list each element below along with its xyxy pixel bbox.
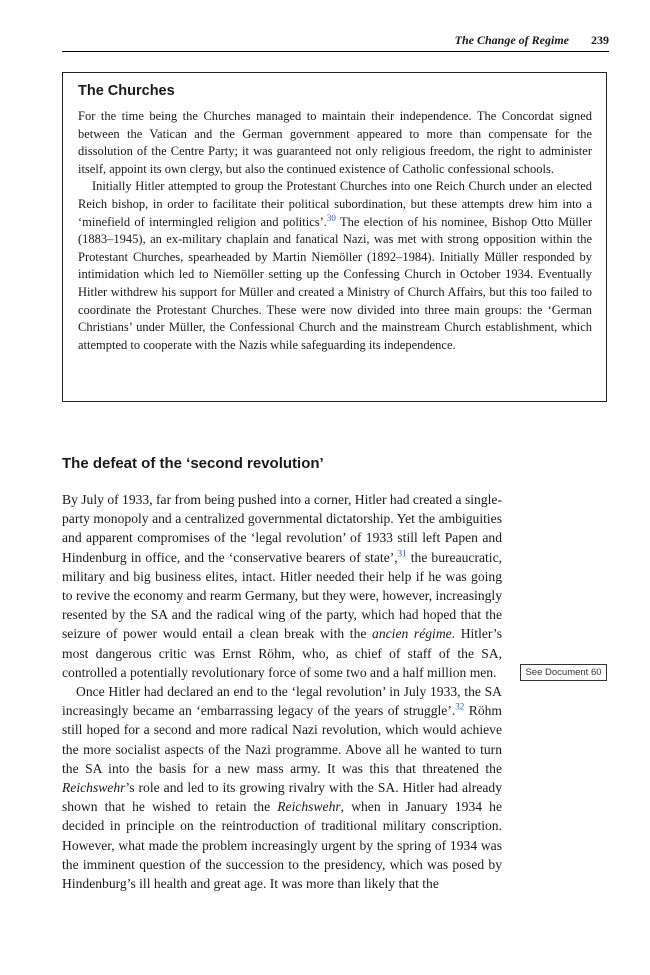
body-p2-text-c: ’s role and led to its growing rivalry with the SA. Hitler had already shown that he wished to retain the [62,780,502,815]
body-p2-text-a: Once Hitler had declared an end to the ‘legal revolution’ in July 1933, the SA increasingly became an ‘embarrassing legacy of the years of struggle’. [62,684,502,719]
section-heading: The defeat of the ‘second revolution’ [62,455,324,472]
body-p2-text-d: , when in January 1934 he decided in principle on the reintroduction of traditional military conscription. However, what made the problem increasingly urgent by the spring of 1934 was the imminent question of the succession to the presidency, which was posed by Hindenburg’s ill health and great age. It was more than likely that the [62,799,503,892]
margin-note-document-ref[interactable]: See Document 60 [520,664,607,681]
running-head [62,33,609,52]
box-paragraph-1 [78,108,592,178]
body-p1-emphasis: ancien régime [372,626,452,642]
footnote-ref-30[interactable]: 30 [326,212,336,223]
box-title: The Churches [78,83,175,99]
body-p2-emphasis-2: Reichswehr [277,799,341,815]
box-p2-text-a: Initially Hitler attempted to group the Protestant Churches into one Reich Church under an elected Reich bishop, in order to facilitate their political subordination, but these attempts drew him into a ‘minefield of intermingled religion and politics’. [78,179,592,229]
body-text [62,490,502,893]
body-paragraph-2 [62,682,502,893]
body-p2-emphasis-1: Reichswehr [62,780,126,796]
body-paragraph-1 [62,490,502,682]
sidebar-box-churches [62,72,607,402]
body-p2-text-b: Röhm still hoped for a second and more radical Nazi revolution, which would achieve the more socialist aspects of the Nazi programme. Above all he wanted to turn the SA into the basis for a new mass army. It was this that threatened the [62,703,502,776]
body-p1-text-a: By July of 1933, far from being pushed into a corner, Hitler had created a single-party monopoly and a centralized governmental dictatorship. Yet the ambiguities and apparent compromises of the ‘legal revolution’ of 1933 still left Papen and Hindenburg in office, and the ‘conservative bearers of state’, [62,492,502,565]
page-number: 239 [591,33,609,47]
footnote-ref-32[interactable]: 32 [455,701,465,712]
box-paragraph-2 [78,178,592,354]
footnote-ref-31[interactable]: 31 [397,548,407,559]
body-p1-text-c: . Hitler’s most dangerous critic was Ernst Röhm, who, as chief of staff of the SA, controlled a potentially revolutionary force of some two and a half million men. [62,626,502,680]
running-head-title: The Change of Regime [454,33,569,47]
body-p1-text-b: the bureaucratic, military and big business elites, intact. Hitler needed their help if he was going to revive the economy and rearm Germany, but they were, however, increasingly resented by the SA and the radical wing of the party, which had hoped that the seizure of power would entail a clean break with the [62,549,502,642]
box-p1-text: For the time being the Churches managed to maintain their independence. The Concordat signed between the Vatican and the German government appeared to more than compensate for the dissolution of the Centre Party; it was guaranteed not only religious freedom, the right to administer itself, appoint its own clergy, but also the continued existence of Catholic confessional schools. [78,109,592,176]
box-p2-text-b: The election of his nominee, Bishop Otto Müller (1883–1945), an ex-military chaplain and fanatical Nazi, was met with strong opposition within the Protestant Churches, spearheaded by Martin Niemöller (1892–1984). Initially Müller responded by intimidation which led to Niemöller setting up the Confessing Church in October 1934. Eventually Hitler withdrew his support for Müller and created a Ministry of Church Affairs, but this too failed to coordinate the Protestant Churches. These were now divided into three main groups: the ‘German Christians’ under Müller, the Confessional Church and the mainstream Church establishment, which attempted to cooperate with the Nazis while safeguarding its independence. [78,214,592,352]
